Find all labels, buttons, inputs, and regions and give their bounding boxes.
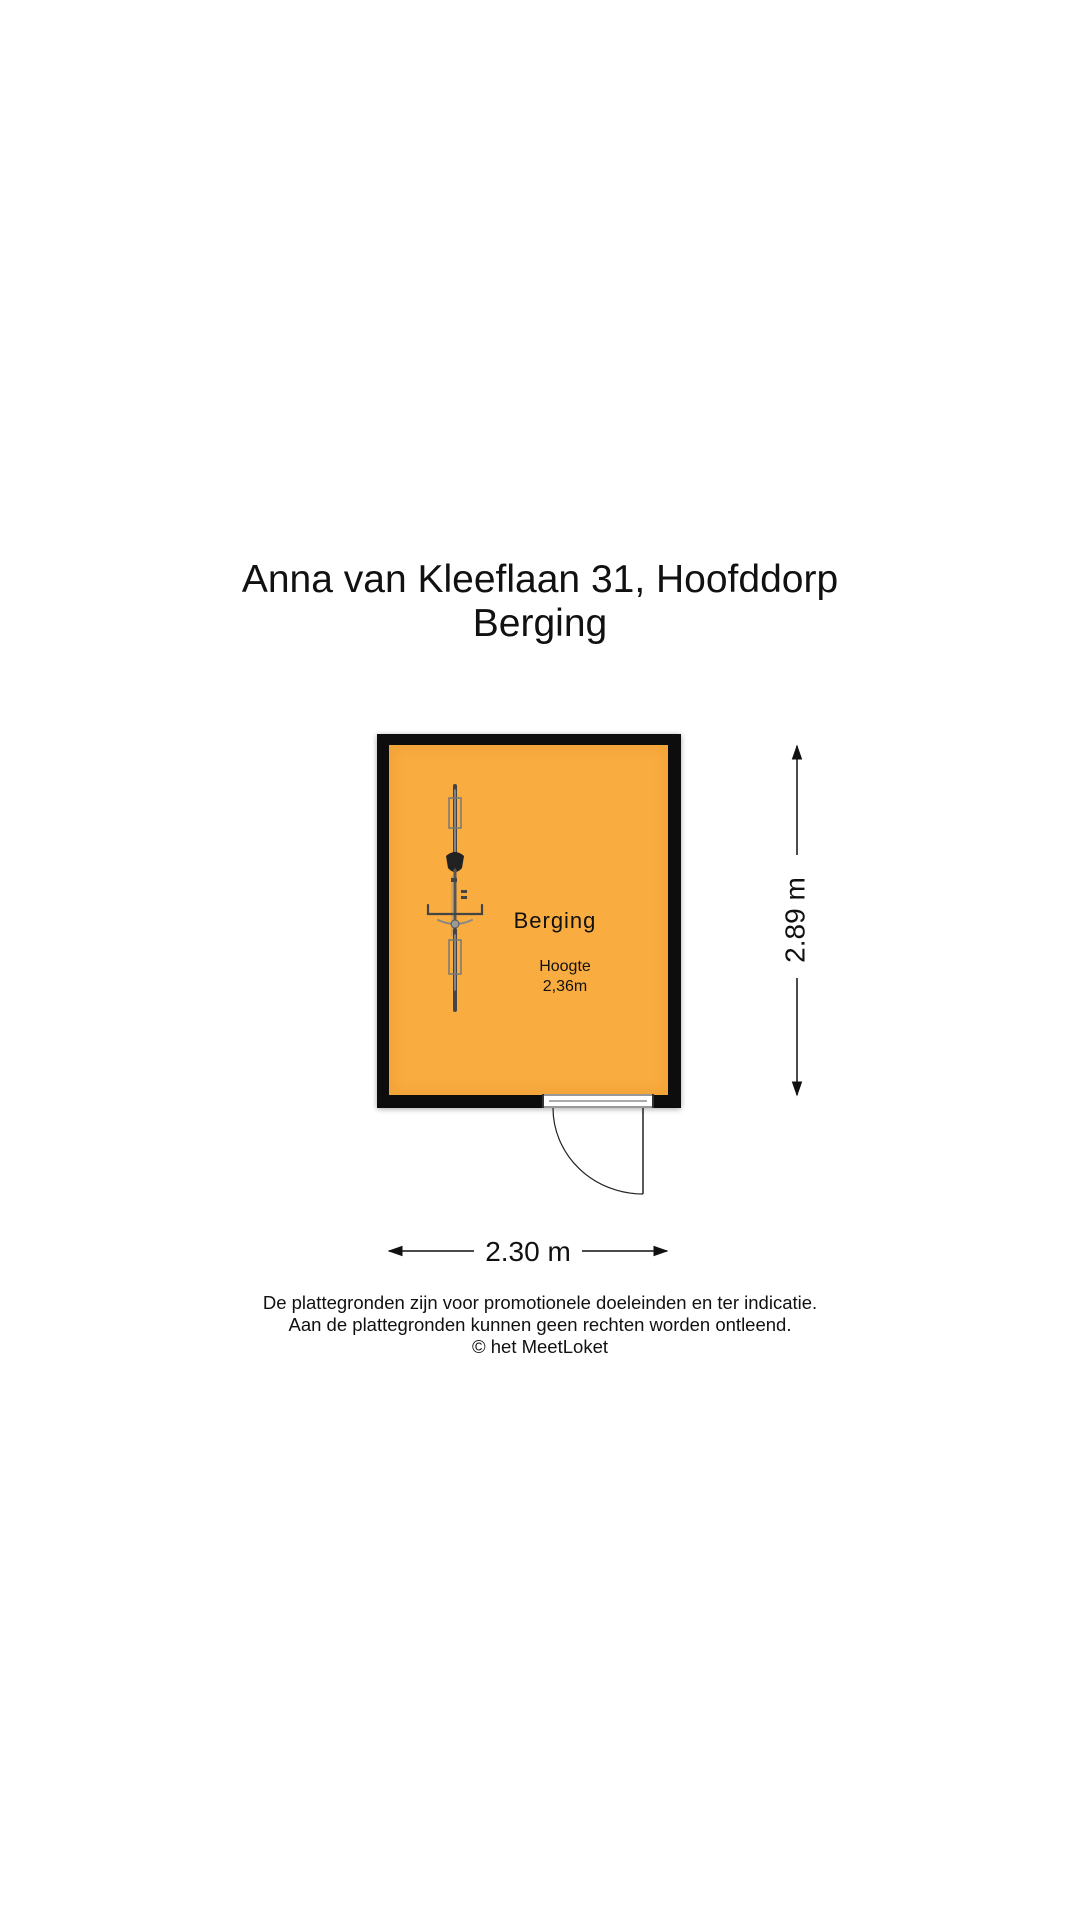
depth-label: 2.89 m: [779, 877, 811, 963]
plan-title: Anna van Kleeflaan 31, Hoofddorp: [241, 558, 839, 601]
width-label: 2.30 m: [485, 1236, 571, 1267]
floor-plan: [0, 700, 1080, 1320]
room-name-label: Berging: [513, 908, 597, 933]
disclaimer-line-2: Aan de plattegronden kunnen geen rechten worden ontleend.: [288, 1314, 792, 1335]
room-height-label: Hoogte: [539, 958, 591, 975]
door-swing-arc: [553, 1108, 643, 1194]
plan-subtitle: Berging: [472, 602, 608, 645]
width-dimension: [389, 1236, 667, 1267]
copyright-notice: © het MeetLoket: [471, 1336, 608, 1357]
disclaimer-line-1: De plattegronden zijn voor promotionele doeleinden en ter indicatie.: [262, 1292, 818, 1313]
room-height-value: 2,36m: [542, 978, 588, 995]
door: [543, 1094, 653, 1194]
depth-dimension: [779, 746, 810, 1095]
